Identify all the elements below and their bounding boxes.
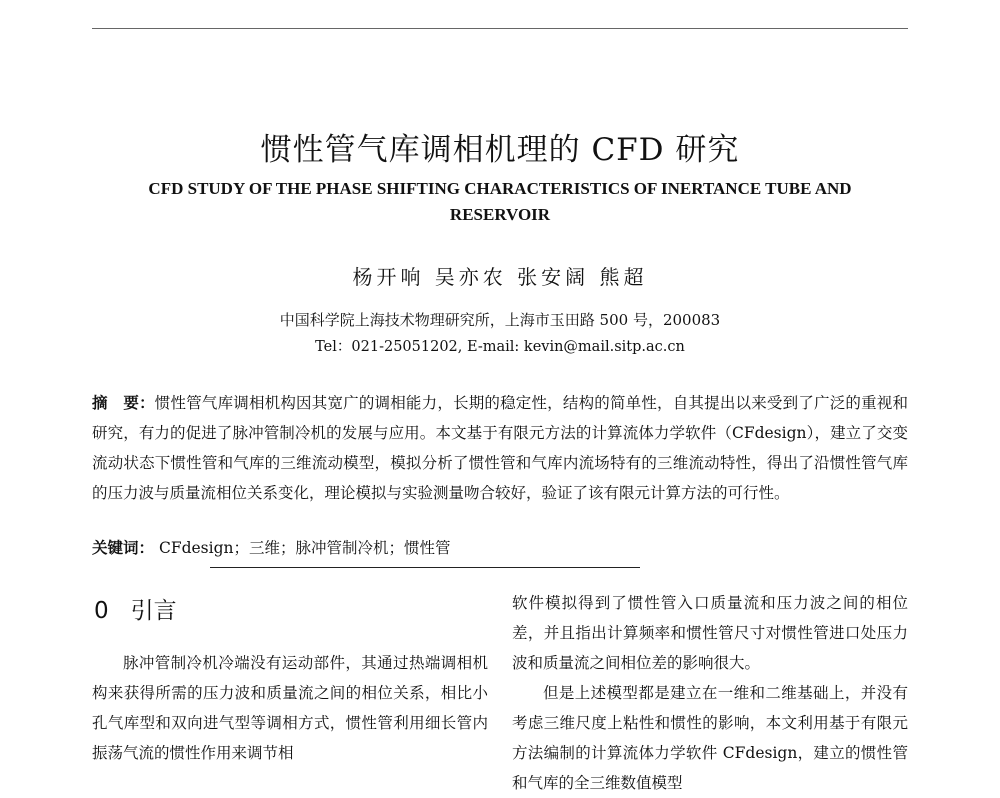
left-column (92, 648, 488, 768)
keywords-text: CFdesign；三维；脉冲管制冷机；惯性管 (158, 539, 451, 557)
keywords-block (92, 536, 908, 560)
keywords-label: 关键词： (92, 539, 155, 557)
paper-title-english: CFD STUDY OF THE PHASE SHIFTING CHARACTERISTICS OF INERTANCE TUBE AND RESERVOIR (148, 179, 852, 224)
section-heading-introduction (94, 596, 177, 626)
right-column-paragraph-1: 软件模拟得到了惯性管入口质量流和压力波之间的相位差，并且指出计算频率和惯性管尺寸对惯性管进口处压力波和质量流之间相位差的影响很大。 (512, 594, 908, 672)
section-number: 0 (94, 598, 109, 624)
abstract-text: 惯性管气库调相机构因其宽广的调相能力，长期的稳定性，结构的简单性，自其提出以来受到了广泛的重视和研究，有力的促进了脉冲管制冷机的发展与应用。本文基于有限元方法的计算流体力学软件（CFdesign），建立了交变流动状态下惯性管和气库的三维流动模型，模拟分析了惯性管和气库内流场特有的三维流动特性，得出了沿惯性管气库的压力波与质量流相位关系变化，理论模拟与实验测量吻合较好，验证了该有限元计算方法的可行性。 (92, 394, 908, 502)
contact-info: Tel：021-25051202, E-mail: kevin@mail.sitp.ac.cn (315, 339, 685, 355)
paper-title-chinese: 惯性管气库调相机理的 CFD 研究 (260, 132, 740, 168)
header-rule (92, 28, 908, 29)
left-column-paragraph: 脉冲管制冷机冷端没有运动部件，其通过热端调相机构来获得所需的压力波和质量流之间的相位关系，相比小孔气库型和双向进气型等调相方式，惯性管利用细长管内振荡气流的惯性作用来调节相 (92, 654, 488, 762)
section-title: 引言 (130, 598, 177, 624)
abstract-separator-rule (210, 567, 640, 568)
abstract-label: 摘 要： (92, 394, 155, 412)
author-affiliation: 中国科学院上海技术物理研究所，上海市玉田路 500 号，200083 (279, 311, 721, 329)
author-list: 杨开响 吴亦农 张安阔 熊超 (352, 265, 648, 289)
right-column (512, 588, 908, 798)
abstract-block (92, 388, 908, 508)
right-column-paragraph-2: 但是上述模型都是建立在一维和二维基础上，并没有考虑三维尺度上粘性和惯性的影响，本文利用基于有限元方法编制的计算流体力学软件 CFdesign，建立的惯性管和气库的全三维数值模型 (512, 684, 908, 792)
